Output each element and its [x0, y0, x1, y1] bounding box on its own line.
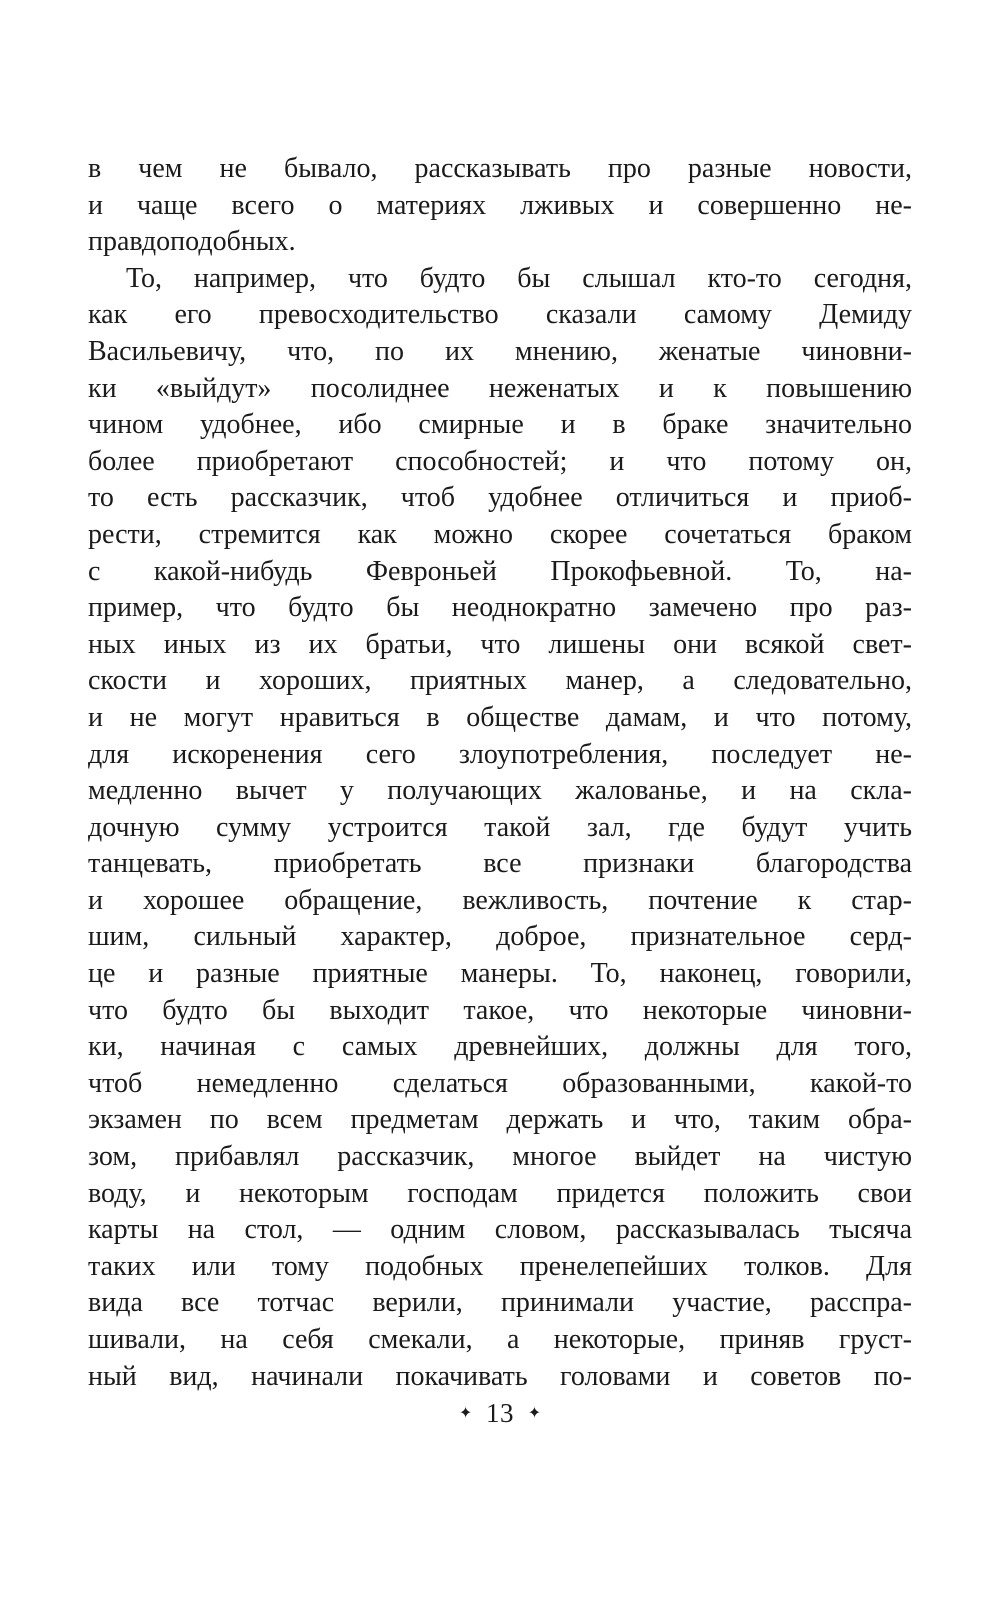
page-number: 13 [486, 1398, 514, 1428]
text-line: и не могут нравиться в обществе дамам, и что потому, [88, 701, 912, 733]
text-line: для искоренения сего злоупотребления, последует не- [88, 738, 912, 770]
paragraph-continuation [88, 151, 912, 261]
text-line: Васильевичу, что, по их мнению, женатые чиновни- [88, 335, 912, 367]
diamond-ornament-left-icon: ✦ [458, 1403, 473, 1422]
text-line: как его превосходительство сказали самому Демиду [88, 299, 912, 331]
text-line: ки «выйдут» посолиднее неженатых и к повышению [88, 372, 912, 404]
text-line: шим, сильный характер, доброе, признательное серд- [88, 921, 912, 953]
text-line: что будто бы выходит такое, что некоторые чиновни- [88, 994, 912, 1026]
text-line: чином удобнее, ибо смирные и в браке значительно [88, 409, 912, 441]
text-line: скости и хороших, приятных манер, а следовательно, [88, 665, 912, 697]
text-line: в чем не бывало, рассказывать про разные новости, [88, 153, 912, 184]
text-line: с какой-нибудь Февроньей Прокофьевной. То, на- [88, 555, 912, 587]
text-line: более приобретают способностей; и что потому он, [88, 445, 912, 477]
text-line: экзамен по всем предметам держать и что, таким обра- [88, 1104, 912, 1136]
page-text [88, 151, 912, 1395]
text-line: и чаще всего о материях лживых и совершенно не- [88, 189, 912, 221]
text-line: рести, стремится как можно скорее сочетаться браком [88, 518, 912, 550]
text-line: чтоб немедленно сделаться образованными, какой-то [88, 1067, 912, 1099]
text-line: пример, что будто бы неоднократно замечено про раз- [88, 592, 912, 624]
text-line: ный вид, начинали покачивать головами и советов по- [88, 1360, 912, 1392]
diamond-ornament-right-icon: ✦ [527, 1403, 542, 1422]
text-line: таких или тому подобных пренелепейших толков. Для [88, 1250, 912, 1282]
text-line: дочную сумму устроится такой зал, где будут учить [88, 811, 912, 843]
text-line: карты на стол, — одним словом, рассказывалась тысяча [88, 1214, 912, 1246]
text-line: ки, начиная с самых древнейших, должны для того, [88, 1031, 912, 1063]
text-line: и хорошее обращение, вежливость, почтение к стар- [88, 884, 912, 916]
text-line: вида все тотчас верили, принимали участие, расспра- [88, 1287, 912, 1319]
text-line: це и разные приятные манеры. То, наконец, говорили, [88, 958, 912, 990]
text-line: зом, прибавлял рассказчик, многое выйдет на чистую [88, 1141, 912, 1173]
text-line: То, например, что будто бы слышал кто-то сегодня, [126, 262, 912, 294]
text-line: правдоподобных. [88, 226, 296, 258]
page-footer [0, 1398, 1000, 1429]
text-line: то есть рассказчик, чтоб удобнее отличиться и приоб- [88, 482, 912, 514]
text-line: шивали, на себя смекали, а некоторые, приняв груст- [88, 1324, 912, 1355]
paragraph-main [88, 261, 912, 1395]
text-line: воду, и некоторым господам придется положить свои [88, 1177, 912, 1209]
text-line: ных иных из их братьи, что лишены они всякой свет- [88, 628, 912, 660]
text-line: медленно вычет у получающих жалованье, и на скла- [88, 775, 912, 807]
text-line: танцевать, приобретать все признаки благородства [88, 848, 912, 880]
